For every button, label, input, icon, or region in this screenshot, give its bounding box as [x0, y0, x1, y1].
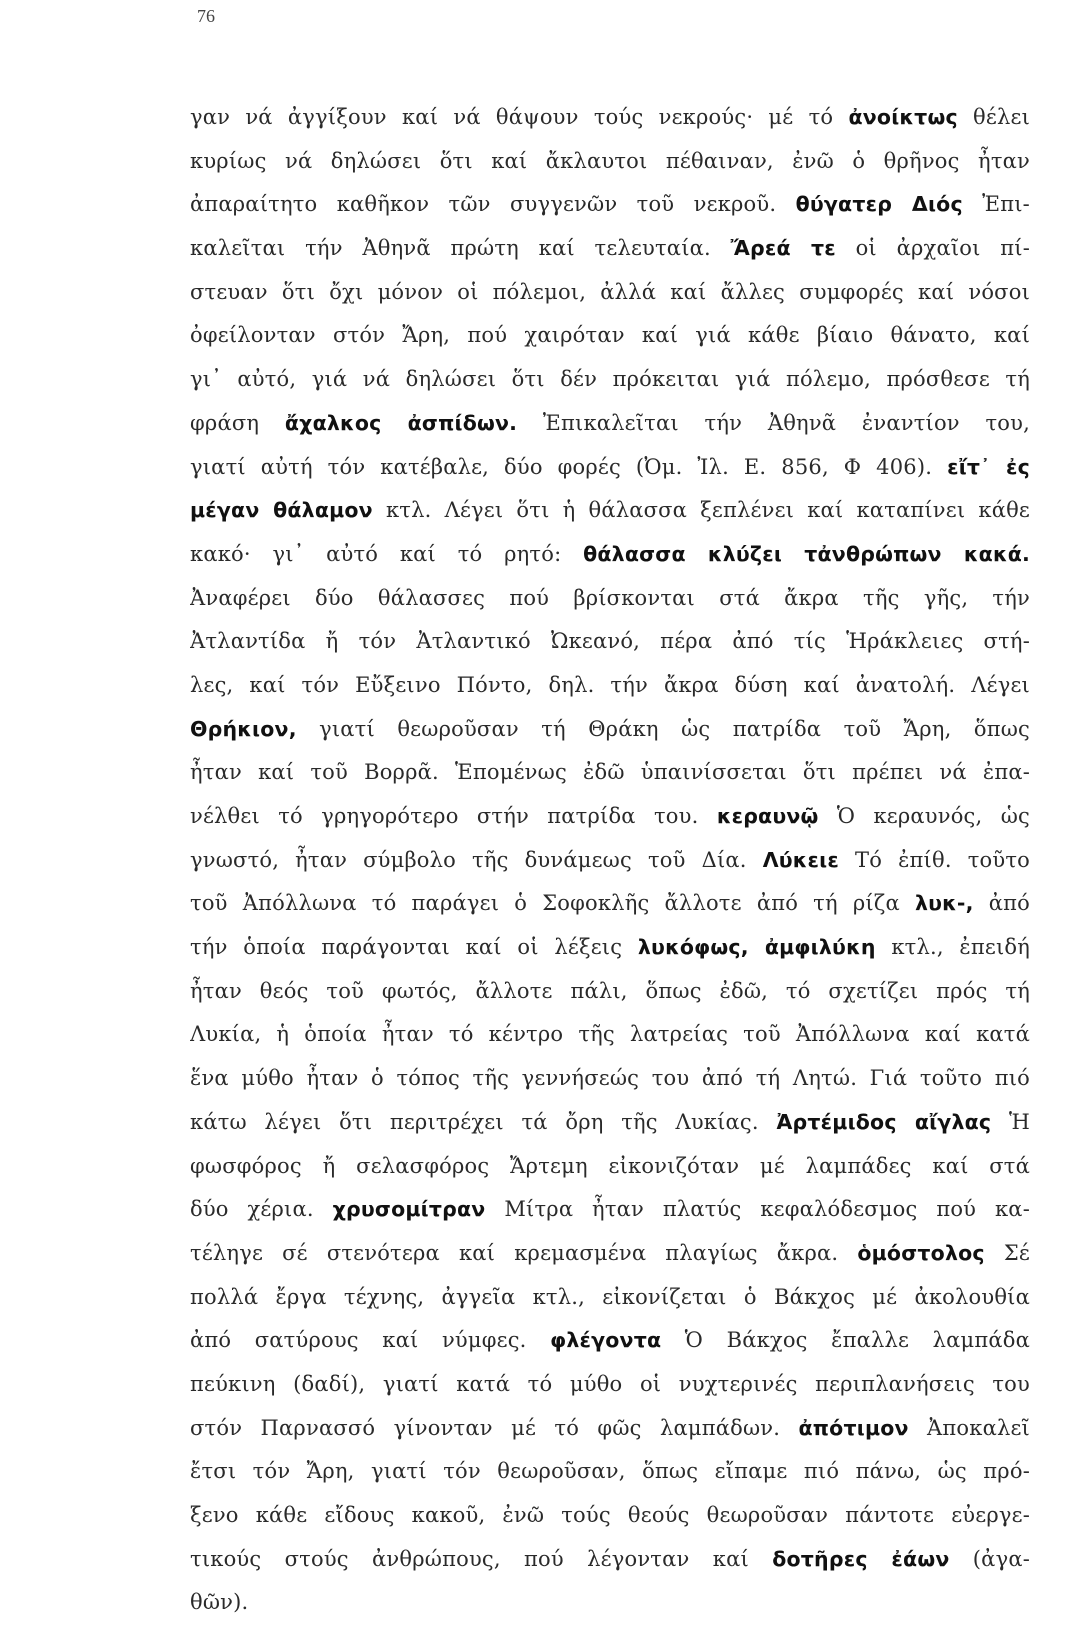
text-line	[190, 926, 1030, 970]
lemma-term: χρυσομίτραν	[332, 1197, 486, 1222]
text-line	[190, 271, 1030, 315]
text-segment: φράση	[190, 410, 285, 435]
text-line	[190, 1494, 1030, 1538]
text-segment: ἔτσι τόν Ἄρη, γιατί τόν θεωροῦσαν, ὅπως εἴπαμε πιό πάνω, ὡς πρό-	[190, 1459, 1030, 1484]
lemma-term: μέγαν θάλαμον	[190, 498, 373, 523]
text-line	[190, 1581, 1030, 1625]
lemma-term: θάλασσα κλύζει τἀνθρώπων κακά.	[583, 541, 1030, 566]
text-segment: ἀπό	[973, 891, 1030, 916]
lemma-term: Ἀρτέμιδος αἴγλας	[776, 1109, 992, 1134]
text-line	[190, 795, 1030, 839]
text-segment: ἀπό σατύρους καί νύμφες.	[190, 1328, 551, 1353]
text-line	[190, 1188, 1030, 1232]
text-line	[190, 489, 1030, 533]
lemma-term: θύγατερ Διός	[795, 192, 963, 217]
text-line	[190, 1276, 1030, 1320]
text-segment: γαν νά ἀγγίξουν καί νά θάψουν τούς νεκρούς· μέ τό	[190, 105, 849, 129]
text-segment: ἀπαραίτητο καθῆκον τῶν συγγενῶν τοῦ νεκροῦ.	[190, 192, 796, 217]
text-segment: κακό· γι᾿ αὐτό καί τό ρητό:	[190, 541, 584, 566]
text-line	[190, 183, 1030, 227]
text-segment: τικούς στούς ἀνθρώπους, πού λέγονταν καί	[190, 1546, 773, 1571]
text-segment: Ἀποκαλεῖ	[908, 1415, 1030, 1440]
text-segment: κάτω λέγει ὅτι περιτρέχει τά ὄρη τῆς Λυκίας.	[190, 1109, 777, 1134]
text-segment: δύο χέρια.	[190, 1197, 333, 1222]
text-segment: στόν Παρνασσό γίνονταν μέ τό φῶς λαμπάδων.	[190, 1415, 799, 1440]
text-segment: λες, καί τόν Εὔξεινο Πόντο, δηλ. τήν ἄκρα δύση καί ἀνατολή. Λέγει	[190, 672, 1030, 697]
text-segment: φωσφόρος ἤ σελασφόρος Ἄρτεμη εἰκονιζόταν μέ λαμπάδες καί στά	[190, 1153, 1030, 1178]
text-segment: πολλά ἔργα τέχνης, ἀγγεῖα κτλ., εἰκονίζεται ὁ Βάκχος μέ ἀκολουθία	[190, 1284, 1030, 1309]
text-line	[190, 1538, 1030, 1582]
text-segment: νέλθει τό γρηγορότερο στήν πατρίδα του.	[190, 804, 717, 828]
text-line	[190, 140, 1030, 184]
text-segment: Ὁ κεραυνός, ὡς	[818, 804, 1030, 828]
text-segment: Ἐπικαλεῖται τήν Ἀθηνᾶ ἐναντίον του,	[517, 410, 1030, 435]
text-segment: Ὁ Βάκχος ἔπαλλε λαμπάδα	[661, 1328, 1030, 1353]
text-line	[190, 96, 1030, 140]
text-segment: γιατί θεωροῦσαν τή Θράκη ὡς πατρίδα τοῦ Ἄρη, ὅπως	[296, 716, 1030, 741]
text-segment: Σέ	[984, 1240, 1030, 1265]
text-line	[190, 620, 1030, 664]
text-segment: οἱ ἀρχαῖοι πί-	[835, 236, 1030, 261]
text-segment: ἕνα μύθο ἦταν ὁ τόπος τῆς γεννήσεώς του ἀπό τή Λητώ. Γιά τοῦτο πιό	[190, 1066, 1030, 1091]
text-line	[190, 1101, 1030, 1145]
text-line	[190, 533, 1030, 577]
commentary-text-block	[190, 96, 1030, 1625]
text-segment: θῶν).	[190, 1590, 249, 1615]
text-line	[190, 751, 1030, 795]
lemma-term: ἄχαλκος ἀσπίδων.	[284, 410, 518, 435]
text-segment: ὀφείλονταν στόν Ἄρη, πού χαιρόταν καί γιά κάθε βίαιο θάνατο, καί	[190, 323, 1030, 348]
text-segment: Μίτρα ἦταν πλατύς κεφαλόδεσμος πού κα-	[485, 1197, 1030, 1222]
page-number: 76	[197, 6, 215, 26]
text-line	[190, 314, 1030, 358]
text-line	[190, 839, 1030, 883]
text-segment: πεύκινη (δαδί), γιατί κατά τό μύθο οἱ νυχτερινές περιπλανήσεις του	[190, 1371, 1030, 1396]
text-segment: τέληγε σέ στενότερα καί κρεμασμένα πλαγίως ἄκρα.	[190, 1240, 858, 1265]
text-segment: θέλει	[957, 105, 1030, 129]
lemma-term: φλέγοντα	[550, 1328, 662, 1353]
text-segment: γνωστό, ἦταν σύμβολο τῆς δυνάμεως τοῦ Δία.	[190, 847, 763, 872]
lemma-term: ὁμόστολος	[857, 1240, 985, 1265]
text-segment: γιατί αὐτή τόν κατέβαλε, δύο φορές (Ὀμ. Ἰλ. Ε. 856, Φ 406).	[190, 454, 948, 479]
text-line	[190, 446, 1030, 490]
text-segment: Ἡ	[991, 1109, 1030, 1134]
lemma-term: Λύκειε	[762, 847, 839, 872]
lemma-term: εἴτ᾿ ἐς	[947, 454, 1030, 479]
text-line	[190, 1057, 1030, 1101]
lemma-term: Ἄρεά τε	[730, 236, 836, 261]
text-segment: Ἀτλαντίδα ἤ τόν Ἀτλαντικό Ὠκεανό, πέρα ἀπό τίς Ἡράκλειες στή-	[190, 629, 1030, 654]
text-line	[190, 708, 1030, 752]
text-segment: Λυκία, ἡ ὁποία ἦταν τό κέντρο τῆς λατρείας τοῦ Ἀπόλλωνα καί κατά	[190, 1022, 1030, 1047]
text-line	[190, 358, 1030, 402]
lemma-term: λυκόφως, ἀμφιλύκη	[637, 935, 876, 960]
text-segment: κτλ. Λέγει ὅτι ἡ θάλασσα ξεπλένει καί καταπίνει κάθε	[372, 498, 1030, 523]
text-segment: Τό ἐπίθ. τοῦτο	[838, 847, 1030, 872]
text-segment: Ἀναφέρει δύο θάλασσες πού βρίσκονται στά ἄκρα τῆς γῆς, τήν	[190, 585, 1030, 610]
text-line	[190, 227, 1030, 271]
text-segment: (ἀγα-	[949, 1546, 1030, 1571]
text-segment: κυρίως νά δηλώσει ὅτι καί ἄκλαυτοι πέθαιναν, ἐνῶ ὁ θρῆνος ἦταν	[190, 148, 1030, 173]
text-segment: τοῦ Ἀπόλλωνα τό παράγει ὁ Σοφοκλῆς ἄλλοτε ἀπό τή ρίζα	[190, 891, 915, 916]
text-segment: καλεῖται τήν Ἀθηνᾶ πρώτη καί τελευταία.	[190, 236, 731, 261]
text-line	[190, 1013, 1030, 1057]
lemma-term: ἀνοίκτως	[848, 105, 958, 129]
lemma-term: κεραυνῷ	[716, 804, 819, 828]
lemma-term: λυκ-,	[914, 891, 974, 916]
text-segment: ἦταν θεός τοῦ φωτός, ἄλλοτε πάλι, ὅπως ἐδῶ, τό σχετίζει πρός τή	[190, 978, 1030, 1003]
text-segment: ξενο κάθε εἴδους κακοῦ, ἐνῶ τούς θεούς θεωροῦσαν πάντοτε εὐεργε-	[190, 1503, 1030, 1527]
text-line	[190, 1232, 1030, 1276]
text-line	[190, 1319, 1030, 1363]
text-segment: γι᾿ αὐτό, γιά νά δηλώσει ὅτι δέν πρόκειται γιά πόλεμο, πρόσθεσε τή	[190, 367, 1030, 392]
text-line	[190, 1407, 1030, 1451]
text-line	[190, 1145, 1030, 1189]
text-segment: τήν ὁποία παράγονται καί οἱ λέξεις	[190, 935, 638, 960]
text-line	[190, 1363, 1030, 1407]
text-segment: στευαν ὅτι ὄχι μόνον οἱ πόλεμοι, ἀλλά καί ἄλλες συμφορές καί νόσοι	[190, 279, 1030, 304]
text-line	[190, 882, 1030, 926]
text-line	[190, 1450, 1030, 1494]
text-segment: ἦταν καί τοῦ Βορρᾶ. Ἑπομένως ἐδῶ ὑπαινίσσεται ὅτι πρέπει νά ἐπα-	[190, 760, 1030, 785]
lemma-term: ἀπότιμον	[798, 1415, 909, 1440]
text-line	[190, 664, 1030, 708]
text-line	[190, 970, 1030, 1014]
lemma-term: Θρήκιον,	[190, 716, 297, 741]
text-segment: κτλ., ἐπειδή	[875, 935, 1030, 960]
text-line	[190, 577, 1030, 621]
text-segment: Ἐπι-	[962, 192, 1030, 217]
text-line	[190, 402, 1030, 446]
lemma-term: δοτῆρες ἐάων	[772, 1546, 950, 1571]
